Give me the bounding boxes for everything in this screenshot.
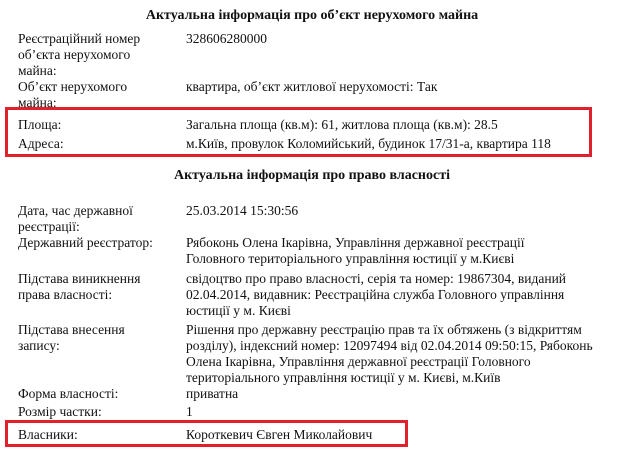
area-label: Площа: [18, 117, 62, 132]
registration-date-value: 25.03.2014 15:30:56 [186, 203, 299, 218]
ownership-basis-value: свідоцтво про право власності, серія та номер: 19867304, виданий 02.04.2014, видавник: Реєстраційна служба Головного управління юстиції у м. Києві [186, 271, 567, 318]
object-type-label: Об’єкт нерухомого майна: [18, 79, 128, 110]
entry-basis-label: Підстава внесення запису: [18, 322, 125, 353]
share-size-value: 1 [186, 404, 193, 419]
object-type-value: квартира, об’єкт житлової нерухомості: Так [186, 79, 438, 94]
area-value: Загальна площа (кв.м): 61, житлова площа (кв.м): 28.5 [186, 117, 498, 132]
entry-basis-value: Рішення про державну реєстрацію прав та їх обтяжень (з відкриттям розділу), індексний номер: 12097494 від 02.04.2014 09:50:15, Рябоконь Олена Ікарівна, Управління державної реєстрації Головного територіального управління юстиції у м. Києві, м.Київ [186, 322, 593, 385]
ownership-form-value: приватна [186, 386, 239, 401]
share-size-label: Розмір частки: [18, 404, 102, 419]
registrar-label: Державний реєстратор: [18, 235, 153, 250]
ownership-form-label: Форма власності: [18, 386, 119, 401]
owners-label: Власники: [18, 427, 78, 442]
registrar-value: Рябоконь Олена Ікарівна, Управління державної реєстрації Головного територіального управління юстиції у м.Києві [186, 235, 525, 266]
ownership-basis-label: Підстава виникнення права власності: [18, 271, 141, 302]
owners-value: Короткевич Євген Миколайович [186, 427, 373, 442]
ownership-section-title: Актуальна інформація про право власності [174, 168, 450, 183]
address-label: Адреса: [18, 136, 64, 151]
property-section-title: Актуальна інформація про об’єкт нерухомого майна [145, 8, 479, 23]
address-value: м.Київ, провулок Коломийський, будинок 17/31-а, квартира 118 [186, 136, 551, 151]
registration-number-label: Реєстраційний номер об’єкта нерухомого майна: [18, 31, 141, 78]
registration-number-value: 328606280000 [186, 31, 267, 46]
registration-date-label: Дата, час державної реєстрації: [18, 203, 133, 234]
